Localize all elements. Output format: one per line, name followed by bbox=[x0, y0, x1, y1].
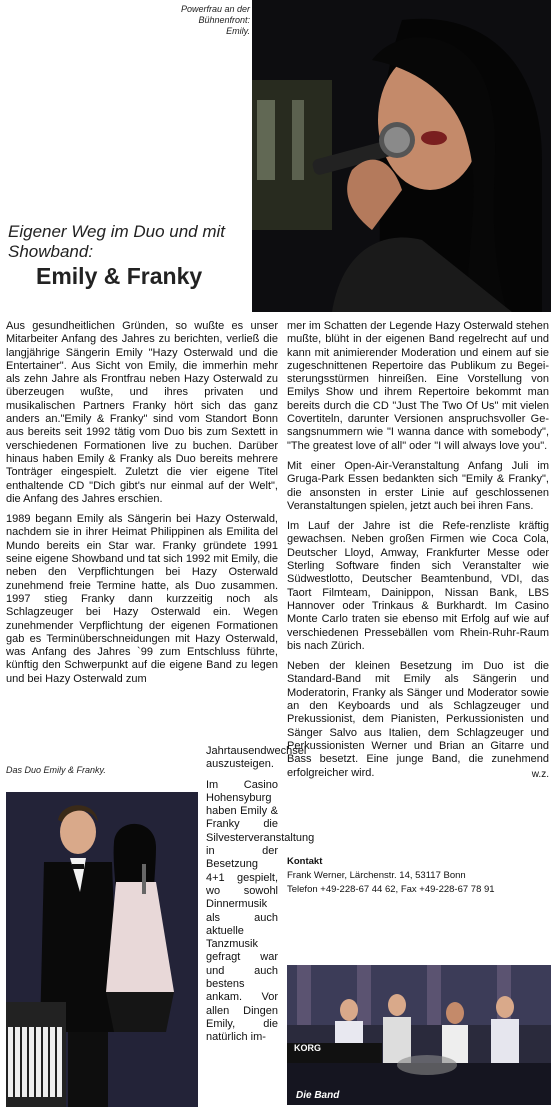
paragraph: Im Casino Hohensyburg haben Emily & Franky die Silvesterveranstaltung in der Besetzung 4+1 gespielt, wo sowohl Dinnermusik als auch aktuelle Tanzmusik gefragt war und auch bestens ankam. Vor allen Dingen Emily, die natürlich im- bbox=[206, 778, 315, 1044]
paragraph: Aus gesundheitlichen Gründen, so wußte es unser Mitarbeiter Anfang des Jahres zu berichten, verließ die langjährige Sängerin Emily "Hazy Osterwald und die Entertainer". Aus Sicht von Emily, die immerhin mehr als zehn Jahre als Frontfrau neben Hazy Osterwald zu überzeugen wußte, und ihres privaten und musikalischen Partners Franky hört sich das ganz anders an."Emily & Franky" sind vom Standort Bonn aus bereits seit 1992 tätig vom Duo bis zum Sextett in verschiedenen Formationen live zu buchen. Darüber hinaus haben Emily & Franky als Duo bereits mehrere Tonträger eingespielt. Zuletzt die vier eigene Titel enthaltende CD "Dich gibt's nur einmal auf der Welt", die Anfang des Jahres erschien. bbox=[6, 320, 278, 505]
hero-caption: Powerfrau an der Bühnenfront: Emily. bbox=[180, 4, 250, 36]
paragraph-text: Neben der kleinen Besetzung im Duo ist die Standard-Band mit Emily als Sängerin und Moderatorin, Franky als Sänger und Moderator sowie an den Keyboards und als Schlagzeuger und Prekussionist, dem Pianisten, Perkussionisten und Sänger Salvo aus Italien, dem Schlagzeuger und Perkussionisten Werner und Brian an Gitarre und Bass besetzt. Eine junge Band, die zunehmend erfolgreicher wird. bbox=[287, 660, 549, 779]
article-kicker: Eigener Weg im Duo und mit Showband: bbox=[8, 222, 226, 261]
paragraph: Im Lauf der Jahre ist die Refe-renzliste kräftig gewachsen. Neben großen Firmen wie Coca Cola, Deutscher Lloyd, Amway, Frankfurter Messe oder Sterling Software finden sich Veranstalter wie Südwestlotto, Deutscher Beamtenbund, VDI, das Taort Filmteam, Dainippon, Nissan Bank, LBS Hannover oder Trinkaus & Burkhardt. Im Casino Monte Carlo traten sie ebenso mit Erfolg auf wie auf verschiedenen Pressebällen vom Rhein-Ruhr-Raum bis nach Zürich. bbox=[287, 520, 549, 652]
contact-block bbox=[287, 855, 549, 897]
duo-caption: Das Duo Emily & Franky. bbox=[6, 765, 106, 775]
paragraph: 1989 begann Emily als Sängerin bei Hazy Osterwald, nachdem sie in ihrer Heimat Philippinen als Emilita del Mundo bereits ein Star war. Franky gründete 1991 seine eigene Showband und tat sich 1992 mit Emily, die neben den Verpflichtungen bei Hazy Osterwald zunehmend freie Termine hatte, als Duo zusammen. 1997 stieg Franky dann kurzzeitig noch als Schlagzeuger bei Hazy Osterwald ein. Wegen zunehmender Verpflichtung der eigenen Formationen gab es Terminüberschneidungen mit Hazy Osterwald, was Anfang des Jahres `99 zum Entschluss führte, künftig den Schwerpunkt auf die eigene Band zu legen und bei Hazy Osterwald zum bbox=[6, 513, 278, 685]
band-caption: Die Band bbox=[296, 1090, 340, 1101]
contact-heading: Kontakt bbox=[287, 856, 323, 867]
article-title: Emily & Franky bbox=[36, 263, 203, 289]
band-photo bbox=[287, 965, 551, 1105]
contact-phone: Telefon +49-228-67 44 62, Fax +49-228-67 78 91 bbox=[287, 884, 495, 895]
article-column-1 bbox=[6, 320, 278, 693]
band-keyboard-label: KORG bbox=[294, 1043, 321, 1053]
contact-address: Frank Werner, Lärchenstr. 14, 53117 Bonn bbox=[287, 870, 466, 881]
paragraph: Jahrtausendwechsel auszusteigen. bbox=[206, 745, 307, 771]
paragraph: mer im Schatten der Legende Hazy Osterwald stehen mußte, blüht in der eigenen Band regelrecht auf und kann mit animierender Moderation und einem auf sie zugeschnittenen Repertoire das Publikum zu Begei-sterungsstürmen hinreißen. Eine Vorstellung von Emilys Show und ihrem Repertoire bekommt man bereits durch die CD "Just The Two Of Us" mit vielen Covertiteln, darunter Versionen anspruchsvoller Ge-sangsnummern wie "I wanna dance with somebody", "The greatest love of all" oder "I will always love you". bbox=[287, 320, 549, 452]
article-column-2 bbox=[287, 320, 549, 781]
signature: w.z. bbox=[531, 768, 549, 780]
singer-illustration bbox=[252, 0, 551, 312]
paragraph: Mit einer Open-Air-Veranstaltung Anfang Juli im Gruga-Park Essen bedankten sich "Emily & Franky", die ansonsten in erster Linie auf geschlossenen Veranstaltungen spielen, jetzt auch bei ihren Fans. bbox=[287, 459, 549, 512]
paragraph bbox=[287, 660, 549, 780]
duo-illustration bbox=[6, 792, 198, 1107]
band-illustration bbox=[287, 965, 551, 1105]
hero-photo bbox=[252, 0, 551, 312]
duo-photo bbox=[6, 792, 198, 1107]
